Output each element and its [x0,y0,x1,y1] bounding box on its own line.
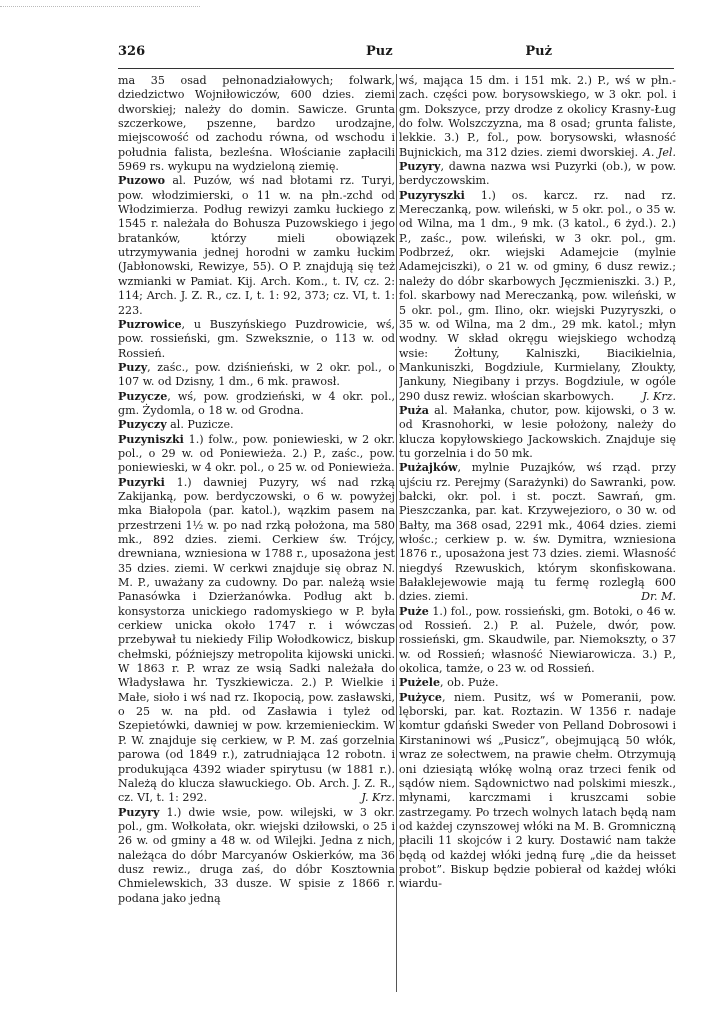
dictionary-entry [399,605,676,677]
entry-headword: Puzyry [399,160,441,174]
entry-text: , niem. Pusitz, wś w Pomeranii, pow. lęborski, par. kat. Roztazin. W 1356 r. nadaje komtur gdański Sweder von Pelland Dobrosowi i Kirstaninowi wś „Pusicz”, obejmującą 50 włók, wraz ze sołectwem, na prawie chełm. Otrzymują oni dziesiątą włókę wolną oraz trzeci fenik od sądów niem. Sądownictwo nad polskimi mieszk., młynami, karczmami i kruszcami sobie zastrzegamy. Po trzech wolnych latach będą nam od każdej czynszowej włóki na M. B. Gromniczną płacili 11 skojców i 2 kury. Dostawić nam także będą od każdej włóki jedną furę „die da heisset probot”. Biskup będzie pobierał od każdej włóki wiardu- [399,690,676,891]
entry-headword: Puże [399,604,429,618]
entry-text: wś, mająca 15 dm. i 151 mk. 2.) P., wś w płn.-zach. części pow. borysowskiego, w 3 okr. pol. i gm. Dokszyce, przy drodze z okolicy Krasny-Ług do folw. Wolszczyzna, ma 8 osad; grunta faliste, lekkie. 3.) P., fol., pow. borysowski, własność Bujnickich, ma 312 dzies. ziemi dworskiej. [399,74,676,159]
entry-headword: Puzyryszki [399,188,465,202]
running-head-left: Puz [366,44,393,59]
dictionary-entry [399,676,676,690]
entry-headword: Puzyczy [118,418,167,432]
left-column [118,74,395,1004]
entry-headword: Puzyry [118,805,160,819]
dictionary-entry [118,361,395,390]
entry-headword: Puża [399,403,429,417]
column-divider [396,74,397,992]
header-rule [118,68,674,69]
dictionary-entry [118,74,395,174]
entry-headword: Puzycze [118,389,168,403]
dictionary-entry [399,160,676,189]
dictionary-entry [118,476,395,806]
dictionary-entry [118,418,395,432]
entry-text: , dawna nazwa wsi Puzyrki (ob.), w pow. berdyczowskim. [399,160,676,188]
entry-headword: Pużajków [399,461,458,475]
entry-headword: Puzowo [118,174,166,188]
entry-text: al. Puzów, wś nad błotami rz. Turyi, pow. włodzimierski, o 11 w. na płn.-zchd od Włodzimierza. Podług rewizyi zamku łuckiego z 1545 r. należała do Bohusza Puzowskiego i jego bratanków, którzy mieli obowiązek utrzymywania jednej horodni w zamku łuckim (Jabłonowski, Rewizye, 55). O P. znajdują się też wzmianki w Pamiat. Kij. Arch. Kom., t. IV, cz. 2: 114; Arch. J. Z. R., cz. I, t. 1: 92, 373; cz. VI, t. 1: 223. [118,174,395,317]
entry-text: , u Buszyńskiego Puzdrowicie, wś, pow. rossieński, gm. Szweksznie, o 113 w. od Rossień. [118,317,395,360]
dictionary-entry [399,189,676,404]
scan-edge-mark [0,0,200,7]
entry-headword: Puzy [118,360,148,374]
entry-headword: Pużyce [399,690,442,704]
dictionary-entry [118,390,395,419]
entry-text: , wś, pow. grodzieński, w 4 okr. pol., gm. Żydomla, o 18 w. od Grodna. [118,389,395,417]
entry-text: 1.) fol., pow. rossieński, gm. Botoki, o 46 w. od Rossień. 2.) P. al. Pużele, dwór, pow. rossieński, gm. Skaudwile, par. Niemokszty, o 37 w. od Rossień; własność Niewiarowicza. 3.) P., okolica, tamże, o 23 w. od Rossień. [399,604,676,676]
page-number: 326 [118,44,146,59]
entry-author: J. Krz. [642,389,676,403]
entry-text: ma 35 osad pełnonadziałowych; folwark, dziedzictwo Wojniłowiczów, 600 dzies. ziemi dworskiej; należy do domin. Sawicze. Grunta szczerkowe, pszenne, bardzo urodzajne, miejscowość od zachodu równa, od wschodu i południa falista, bezleśna. Włościanie zapłacili 5969 rs. wykupu na wydzieloną ziemię. [118,74,395,174]
dictionary-entry [399,691,676,892]
entry-text: 1.) folw., pow. poniewieski, w 2 okr. pol., o 29 w. od Poniewieża. 2.) P., zaśc., pow. poniewieski, w 4 okr. pol., o 25 w. od Poniewieża. [118,432,395,475]
dictionary-entry [399,461,676,604]
running-head-right: Puż [525,44,552,59]
entry-text: 1.) dwie wsie, pow. wilejski, w 3 okr. pol., gm. Wołkołata, okr. wiejski dziłowski, o 25 i 26 w. od gminy a 48 w. od Wilejki. Jedna z nich, należąca do dóbr Marcyanów Oskierków, ma 36 dusz rewiz., druga zaś, do dóbr Kosztownia Chmielewskich, 33 dusze. W spisie z 1866 r. podana jako jedną [118,805,395,905]
right-column [399,74,676,1004]
entry-text: al. Małanka, chutor, pow. kijowski, o 3 w. od Krasnohorki, w lesie położony, należy do klucza kopyłowskiego Jackowskich. Znajduje się tu gorzelnia i do 50 mk. [399,403,676,460]
entry-text: , zaśc., pow. dziśnieński, w 2 okr. pol., o 107 w. od Dzisny, 1 dm., 6 mk. prawosł. [118,360,395,389]
entry-text: 1.) dawniej Puzyry, wś nad rzką Zakijanką, pow. berdyczowski, o 6 w. powyżej mka Białopola (par. katol.), wązkim pasem na przestrzeni 1½ w. po nad rzką położona, ma 580 mk., 892 dzies. ziemi. Cerkiew św. Trójcy, drewniana, wzniesiona w 1788 r., uposażona jest 35 dzies. ziemi. W cerkwi znajduje się obraz N. M. P., uważany za cudowny. Do par. należą wsie Panasówka i Dzierżanówka. Podług akt b. konsystorza unickiego radomyskiego w P. była cerkiew unicka około 1747 r. i wówczas przebywał tu niekiedy Filip Wołodkowicz, biskup chełmski, późniejszy metropolita kijowski unicki. W 1863 r. P. wraz ze wsią Sadki należała do Władysława hr. Tyszkiewicza. 2.) P. Wielkie i Małe, sioło i wś nad rz. Ikopocią, pow. zasławski, o 25 w. na płd. od Zasławia i tyleż od Szepietówki, dawniej w pow. krzemienieckim. W P. W. znajduje się cerkiew, w P. M. zaś gorzelnia parowa (od 1849 r.), zatrudniająca 12 robotn. i produkująca 4392 wiader spirytusu (w 1881 r.). Należą do klucza sławuckiego. Ob. Arch. J. Z. R., cz. VI, t. 1: 292. [118,475,395,805]
dictionary-entry [118,174,395,317]
entry-author: Dr. M. [641,590,676,604]
entry-text: , ob. Puże. [440,676,499,690]
entry-headword: Pużele [399,676,441,690]
dictionary-entry [399,404,676,461]
dictionary-entry [399,74,676,160]
entry-text: al. Puzicze. [166,418,234,432]
entry-text: , mylnie Puzajków, wś rząd. przy ujściu rz. Perejmy (Sarażynki) do Sawranki, pow. bałcki, okr. pol. i st. poczt. Sawrań, gm. Pieszczanka, par. kat. Krzywejezioro, o 30 w. od Bałty, ma 368 osad, 2291 mk., 4064 dzies. ziemi włośc.; cerkiew p. w. św. Dymitra, wzniesiona 1876 r., uposażona jest 73 dzies. ziemi. Własność niegdyś Rzewuskich, którym skonfiskowana. Bałaklejewowie mają tu fermę rozległą 600 dzies. ziemi. [399,461,676,604]
entry-text: 1.) os. karcz. rz. nad rz. Mereczanką, pow. wileński, w 5 okr. pol., o 35 w. od Wilna, ma 1 dm., 9 mk. (3 katol., 6 żyd.). 2.) P., zaśc., pow. wileński, w 3 okr. pol., gm. Podbrzeź, okr. wiejski Adamejcie (mylnie Adamejciszki), o 21 w. od gminy, 6 dusz rewiz.; należy do dóbr skarbowych Jęczmieniszki. 3.) P., fol. skarbowy nad Mereczanką, pow. wileński, w 5 okr. pol., gm. Ilino, okr. wiejski Puzyryszki, o 35 w. od Wilna, ma 2 dm., 29 mk. katol.; młyn wodny. W skład okręgu wiejskiego wchodzą wsie: Żołtuny, Kalniszki, Biacikielnia, Mankuniszki, Bogdziule, Kurmielany, Złoukty, Jankuny, Niegibany i przys. Bogdziule, w ogóle 290 dusz rewiz. włościan skarbowych. [399,188,676,403]
dictionary-entry [118,318,395,361]
entry-headword: Puzyrki [118,475,165,489]
entry-headword: Puzrowice [118,317,182,331]
dictionary-entry [118,806,395,906]
entry-author: J. Krz. [361,791,395,805]
dictionary-entry [118,433,395,476]
entry-author: A. Jel. [642,145,676,159]
page-header [118,44,670,64]
entry-headword: Puzyniszki [118,432,184,446]
